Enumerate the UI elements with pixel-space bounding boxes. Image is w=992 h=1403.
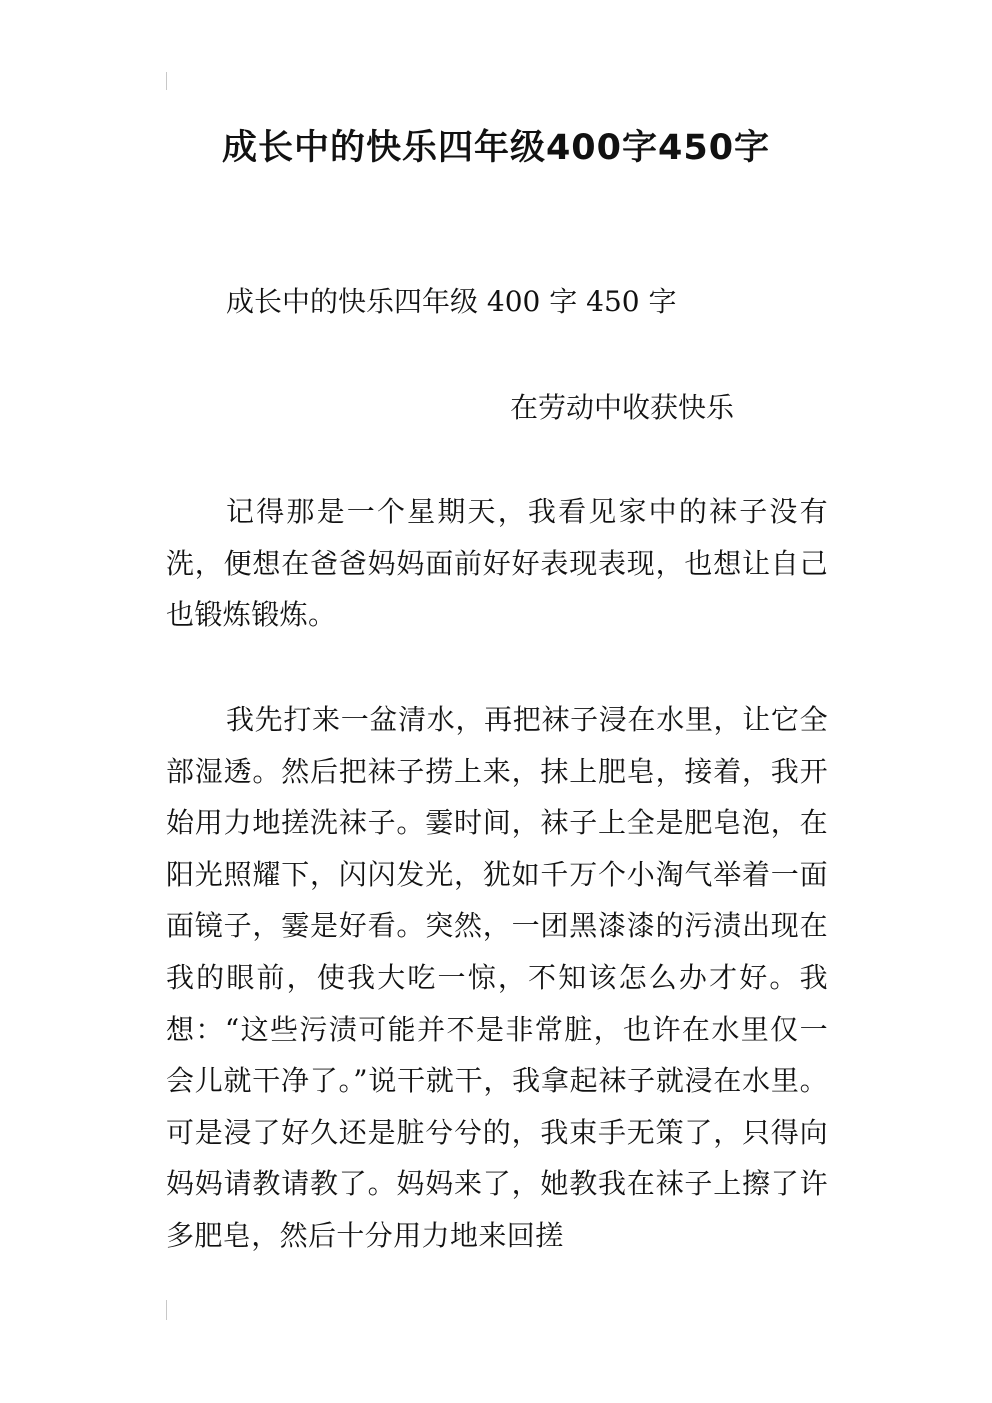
document-title: 成长中的快乐四年级400字450字 (221, 128, 771, 168)
essay-heading: 在劳动中收获快乐 (510, 391, 735, 424)
paragraph-2: 我先打来一盆清水，再把袜子浸在水里，让它全部湿透。然后把袜子捞上来，抹上肥皂，接着，我开始用力地搓洗袜子。霎时间，袜子上全是肥皂泡，在阳光照耀下，闪闪发光，犹如千万个小淘气举着一面面镜子，霎是好看。突然，一团黑漆漆的污渍出现在我的眼前，使我大吃一惊，不知该怎么办才好。我想：“这些污渍可能并不是非常脏，也许在水里仅一会儿就干净了。”说干就干，我拿起袜子就浸在水里。可是浸了好久还是脏兮兮的，我束手无策了，只得向妈妈请教请教了。妈妈来了，她教我在袜子上擦了许多肥皂，然后十分用力地来回搓 (166, 703, 828, 1252)
paragraph-1: 记得那是一个星期天，我看见家中的袜子没有洗，便想在爸爸妈妈面前好好表现表现，也想让自己也锻炼锻炼。 (166, 495, 828, 632)
page-corner-mark-bottom (166, 1300, 167, 1320)
document-subtitle: 成长中的快乐四年级 400 字 450 字 (226, 285, 677, 318)
page-corner-mark-top (166, 72, 167, 90)
